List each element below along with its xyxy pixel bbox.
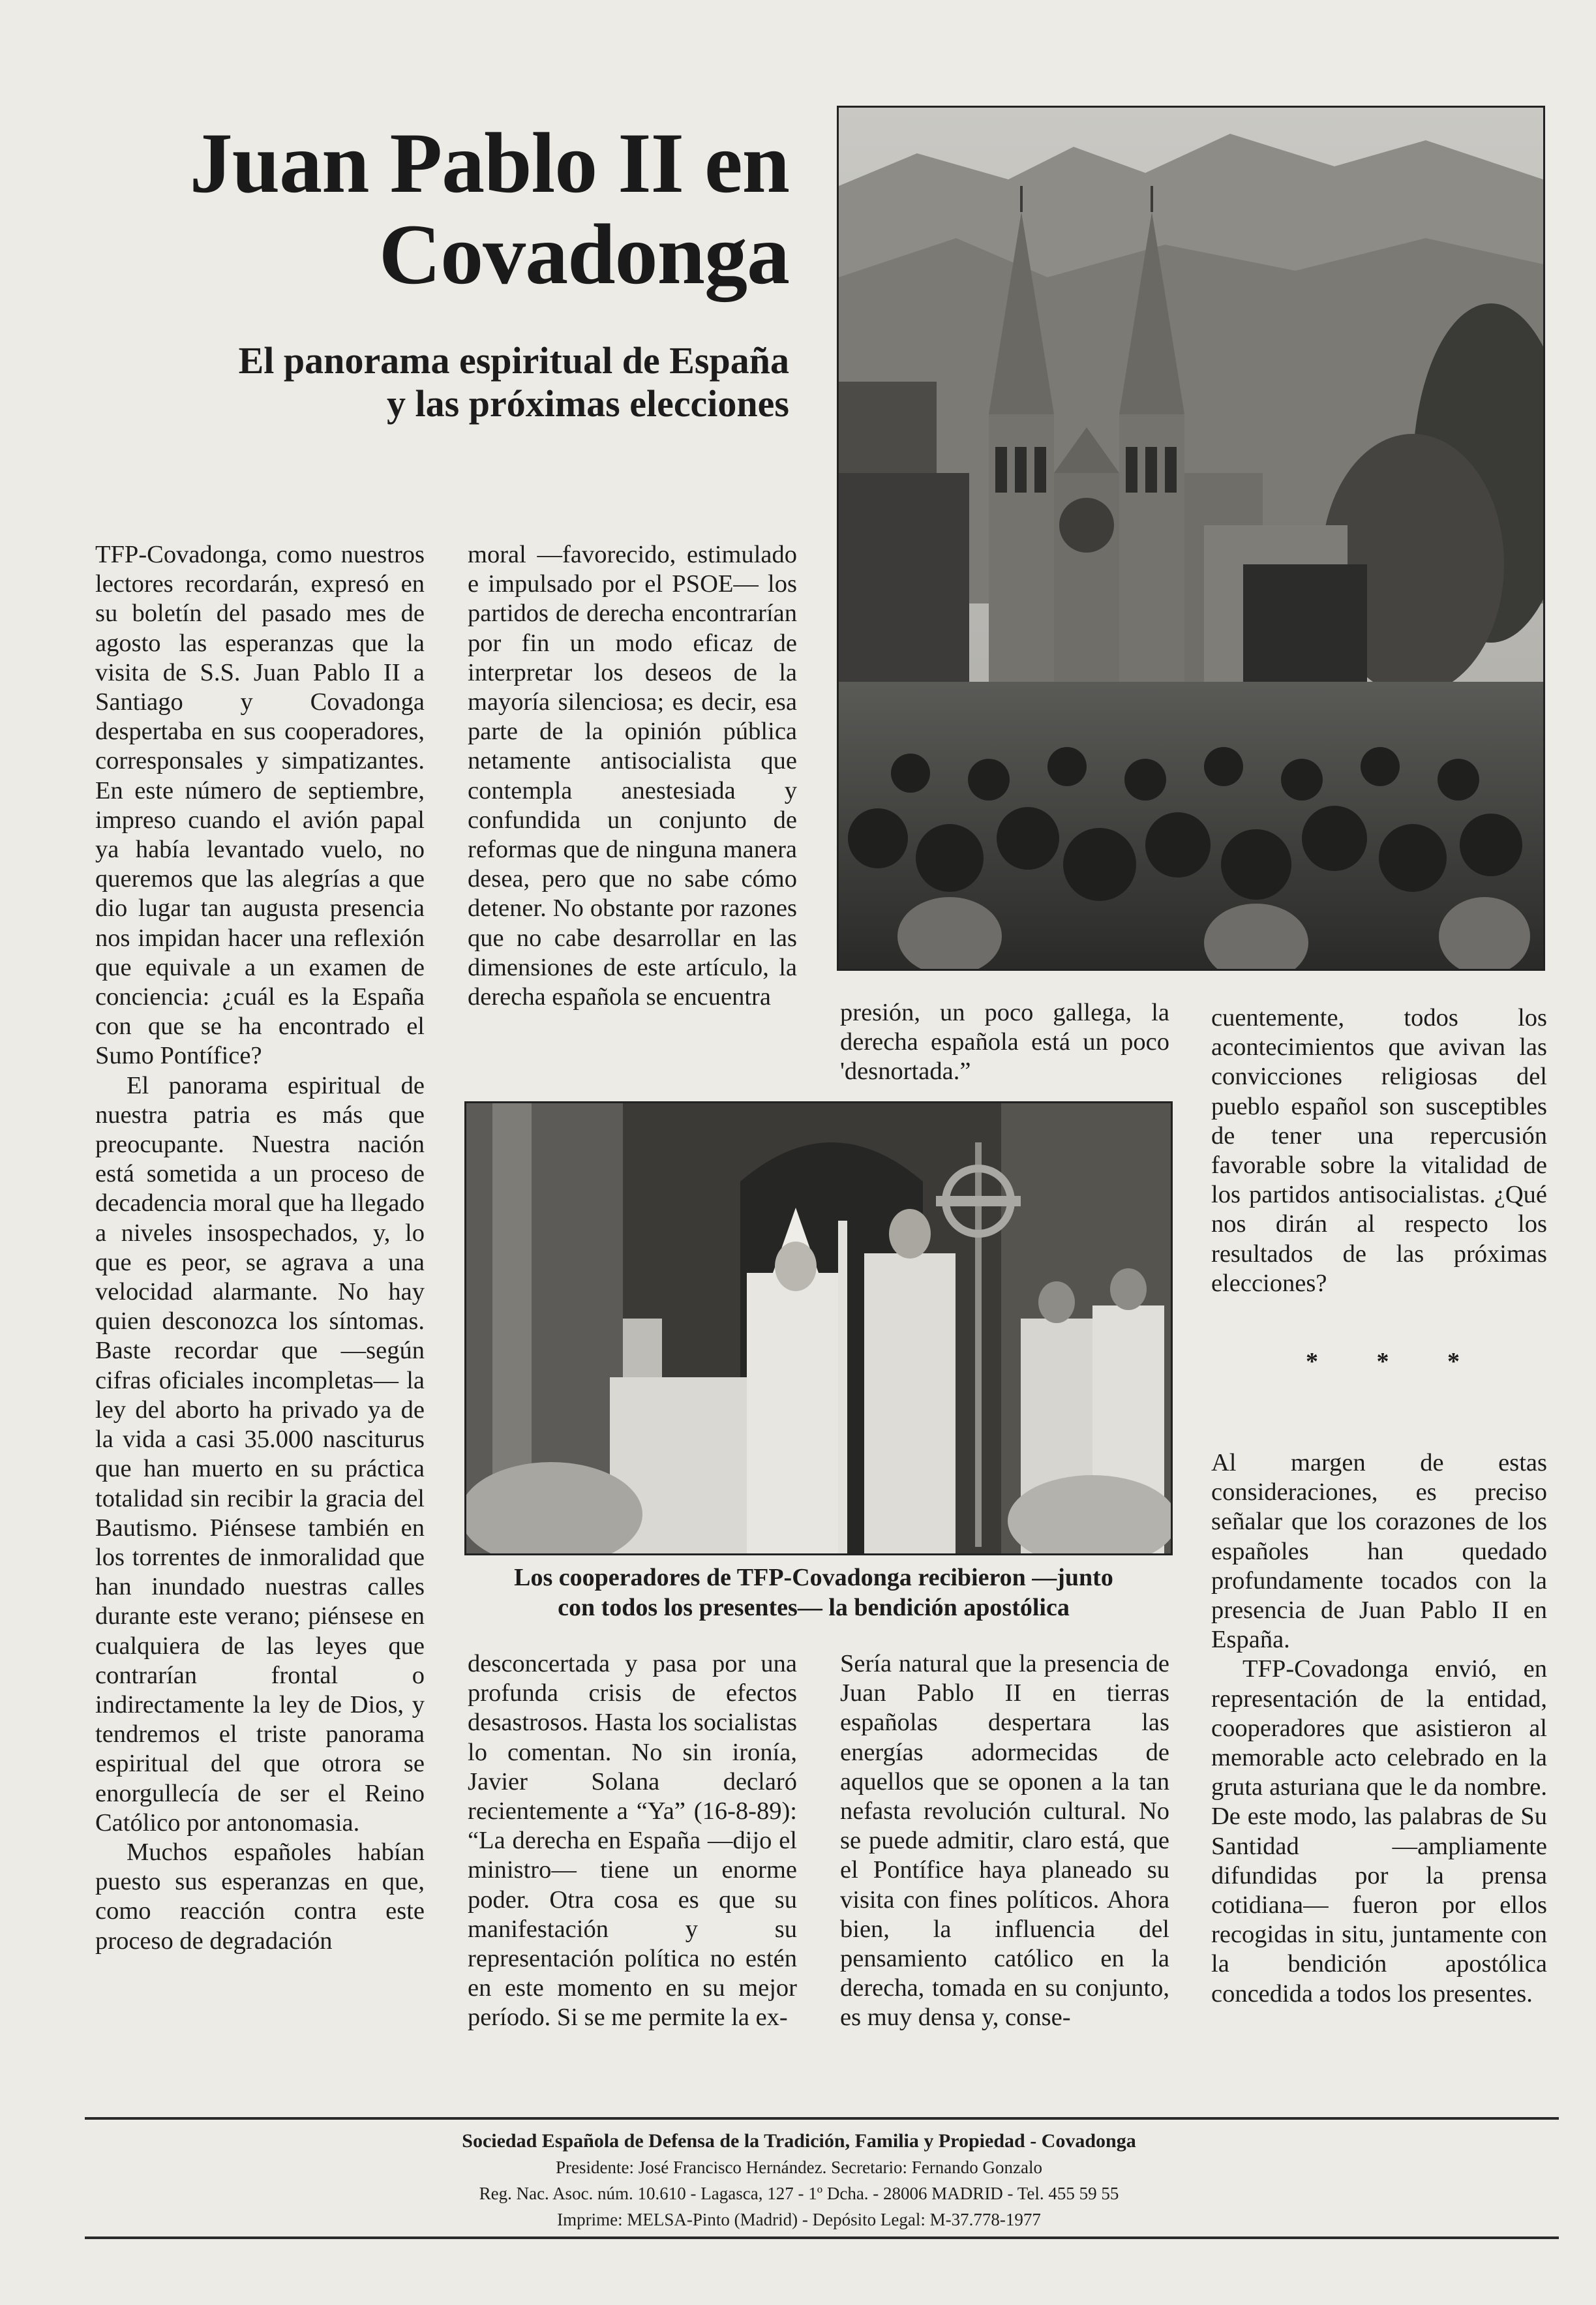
column-3-top [840,998,1169,1087]
column-1 [95,540,425,1956]
photo-caption [457,1563,1171,1623]
col4-paragraph-2: TFP-Covadonga envió, en representación de la entidad, cooperadores que asistieron al memorable acto celebrado en la gruta asturiana que le da nombre. De este modo, las palabras de Su Santidad —ampliamente difundidas por la prensa cotidiana— fueron por ellos recogidas in situ, juntamente con la bendición apostólica concedida a todos los presentes. [1211,1655,1547,2007]
article-subtitle [117,339,789,425]
col3-top-text: presión, un poco gallega, la derecha española está un poco 'desnortada.” [840,999,1169,1086]
title-line-1: Juan Pablo II en [189,115,789,211]
col1-paragraph-1: TFP-Covadonga, como nuestros lectores recordarán, expresó en su boletín del pasado mes de agosto las esperanzas que la visita de S.S. Juan Pablo II a Santiago y Covadonga despertaba en sus cooperadores, corresponsales y simpatizantes. En este número de septiembre, impreso cuando el avión papal ya había levantado vuelo, no queremos que las alegrías a que dio lugar tan augusta presencia nos impidan hacer una reflexión que equivale a un examen de conciencia: ¿cuál es la España con que se ha encontrado el Sumo Pontífice? [95,541,425,1070]
title-line-2: Covadonga [378,206,789,302]
basilica-photo-illustration [839,108,1543,969]
column-2-top [468,540,797,1012]
footer-officers: Presidente: José Francisco Hernández. Secretario: Fernando Gonzalo [556,2158,1042,2177]
col3-bottom-text: Sería natural que la presencia de Juan Pablo II en tierras españolas despertara las energías adormecidas de aquellos que se oponen a la tan nefasta revolución cultural. No se puede admitir, claro está, que el Pontífice haya planeado su visita con fines políticos. Ahora bien, la influencia del pensamiento católico en la derecha, tomada en su conjunto, es muy densa y, conse- [840,1650,1169,2032]
subtitle-line-1: El panorama espiritual de España [238,339,789,382]
column-2-bottom [468,1649,797,2033]
col4-top-text: cuentemente, todos los acontecimientos que avivan las convicciones religiosas del pueblo español son susceptibles de tener una repercusión favorable sobre la vitalidad de los partidos antisocialistas. ¿Qué nos dirán al respecto los resultados de las próximas elecciones? [1211,1004,1547,1297]
footer [326,2128,1272,2233]
col2-top-text: moral —favorecido, estimulado e impulsado por el PSOE— los partidos de derecha encontrarían por fin un modo eficaz de interpretar los deseos de la mayoría silenciosa; es decir, esa parte de la opinión pública netamente antisocialista que contempla anestesiada y confundida un conjunto de reformas que de ninguna manera desea, pero que no sabe cómo detener. No obstante por razones que no cabe desarrollar en las dimensiones de este artículo, la derecha española se encuentra [468,541,797,1011]
column-4-top [1211,1003,1547,1298]
column-4-bottom [1211,1448,1547,2009]
pope-blessing-photo [464,1101,1173,1555]
caption-line-2: con todos los presentes— la bendición apostólica [558,1594,1070,1621]
footer-top-rule [85,2117,1559,2120]
col2-bottom-text: desconcertada y pasa por una profunda crisis de efectos desastrosos. Hasta los socialistas lo comentan. No sin ironía, Javier Solana declaró recientemente a “Ya” (16-8-89): “La derecha en España —dijo el ministro— tiene un enorme poder. Otra cosa es que su manifestación y su representación política no estén en este momento en su mejor período. Si se me permite la ex- [468,1650,797,2032]
subtitle-line-2: y las próximas elecciones [387,382,789,425]
col4-paragraph-1: Al margen de estas consideraciones, es preciso señalar que los corazones de los españoles han quedado profundamente tocados con la presencia de Juan Pablo II en España. [1211,1449,1547,1654]
column-3-bottom [840,1649,1169,2033]
article-title [98,117,789,300]
caption-line-1: Los cooperadores de TFP-Covadonga recibieron —junto [514,1564,1113,1591]
col1-paragraph-3: Muchos españoles habían puesto sus esperanzas en que, como reacción contra este proceso de degradación [95,1838,425,1955]
basilica-photo [837,106,1545,971]
pope-photo-illustration [466,1103,1171,1553]
footer-organization: Sociedad Española de Defensa de la Tradición, Familia y Propiedad - Covadonga [462,2130,1136,2152]
footer-registry: Reg. Nac. Asoc. núm. 10.610 - Lagasca, 127 - 1º Dcha. - 28006 MADRID - Tel. 455 59 55 [479,2184,1119,2203]
section-separator: * * * [1306,1348,1486,1375]
footer-bottom-rule [85,2236,1559,2239]
footer-printer: Imprime: MELSA-Pinto (Madrid) - Depósito Legal: M-37.778-1977 [557,2210,1041,2229]
col1-paragraph-2: El panorama espiritual de nuestra patria es más que preocupante. Nuestra nación está sometida a un proceso de decadencia moral que ha llegado a niveles insospechados, y, lo que es peor, se agrava a una velocidad alarmante. No hay quien desconozca los síntomas. Baste recordar que —según cifras oficiales incompletas— la ley del aborto ha privado ya de la vida a casi 35.000 nasciturus que han muerto en su práctica totalidad sin recibir la gracia del Bautismo. Piénsese también en los torrentes de inmoralidad que han inundado nuestras calles durante este verano; piénsese en cualquiera de las leyes que contrarían frontal o indirectamente la ley de Dios, y tendremos el triste panorama espiritual del que otrora se enorgullecía de ser el Reino Católico por antonomasia. [95,1071,425,1837]
